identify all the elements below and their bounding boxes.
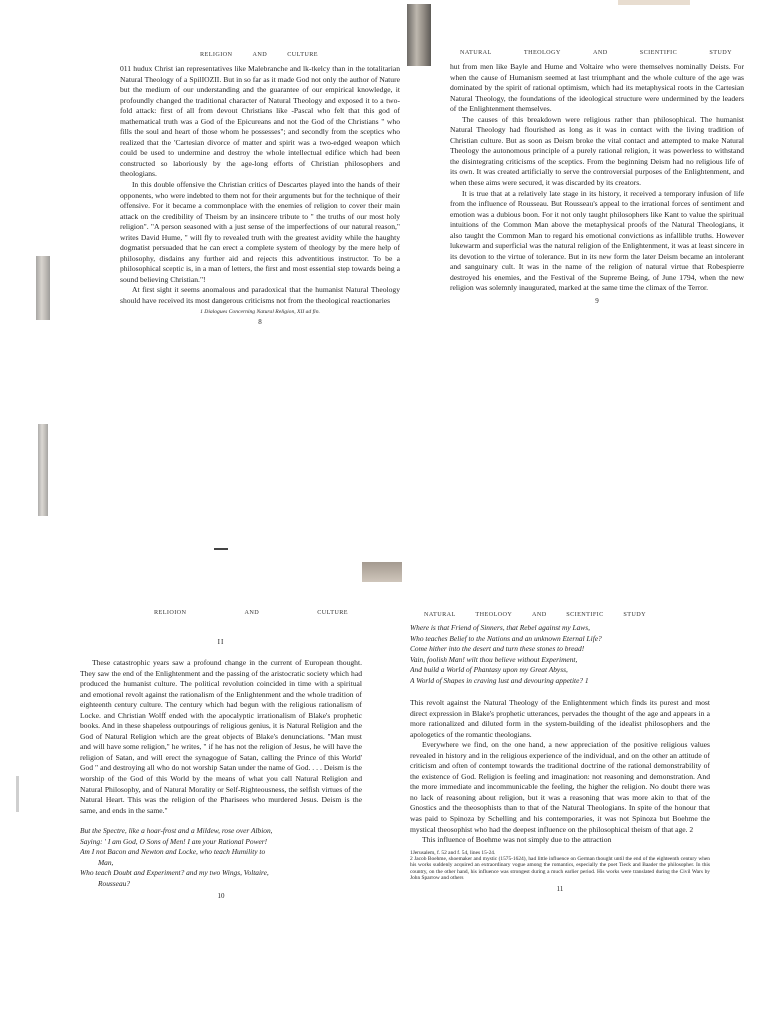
body-paragraph: 011 hudux Christ ian representatives like Malebranche and lk-tkelcy than in the totalitarian Natural Theology of a SpilIOZII. But in so far as it made God not only the author of Nature but the medium of our understanding and the guarantee of our empirical knowledge, it profoundly changed the traditional character of Natural Theology and exposed it to a two-fold attack: first of all from devout Christians like -Pascal who felt that this god of mathematical truth was a God of the Epicureans and not the God of the Christians " who fills the soul and heart of those whom he possesses"; and secondly from the sceptics who realized that the 'Cartesian divorce of matter and spirit was a two-edged weapon which could be used to undermine and destroy the whole intellectual edifice which had been constructed so laboriously by the age-long efforts of Christian philosophers and theologians.: [120, 64, 400, 179]
body-paragraph: At first sight it seems anomalous and paradoxical that the humanist Natural Theology should have received its most dangerous criticisms not from the theological reactionaries: [120, 285, 400, 306]
book-page-10: [80, 608, 362, 1024]
verse-quotation: [410, 623, 710, 686]
body-paragraph: hut from men like Bayle and Hume and Voltaire who were themselves nominally Deists. For when the cause of Humanism seemed at last triumphant and the whole culture of the age was dominated by the spirit of rational optimism, which had its metaphysical roots in the Cartesian Natural Theology, the foundations of the ideological structure were undermined by the leaders of the Enlightenment themselves.: [450, 62, 744, 114]
running-header: RELIOION AND CULTURE: [154, 609, 348, 616]
footnote: 2 Jacob Boehme, shoemaker and mystic (1575-1624), had little influence on German thought until the end of the eighteenth century when his works suddenly acquired an extraordinary vogue among the romantics, especially the poet Tieck and Baader the philosopher. In this country, on the other hand, his influence was strongest during a much earlier period. His works were translated during the Civil Wars by John Sparrow and others: [410, 856, 710, 882]
page-number: 8: [258, 317, 262, 326]
body-paragraph: This revolt against the Natural Theology of the Enlightenment which finds its purest and most direct expression in Blake's prophetic utterances, pervades the thought of the age and appears in a more rationalized and diluted form in the system-building of the idealist philosophers and the apologetics of the romantic theologians.: [410, 698, 710, 739]
scan-edge-artifact: [36, 256, 50, 320]
book-page-11: [410, 610, 710, 1024]
running-header: NATURAL THEOLOOY AND SCIENTIFIC STUDY: [424, 611, 646, 618]
verse-line: Who teach Doubt and Experiment? and my two Wings, Voltaire,: [80, 868, 269, 878]
verse-line: Man,: [98, 857, 114, 867]
verse-quotation: [80, 826, 362, 889]
verse-line: Come hither into the desert and turn these stones to bread!: [410, 644, 585, 653]
body-paragraph: Everywhere we find, on the one hand, a new appreciation of the positive religious values revealed in history and in the religious experience of the individual, and on the other an attitude of criticism and often of contempt towards the traditional doctrine of the rational demonstrability of the existence of God. Religion is feeling and imagination: not reasoning and demonstration. And the more immediate and incommunicable the feeling, the higher the religion. No doubt there was no lack of reasoning about religion, but it was a reasoning that was more akin to that of the Gnostics and the theosophists than to that of the Natural Theologians. In spite of the honour that was paid to Spinoza by Schelling and his contemporaries, it was not Spinoza but Boehme the mystical theosophist who had the deepest influence on the philosophical theism of that age. 2: [410, 740, 710, 834]
body-paragraph: The causes of this breakdown were religious rather than philosophical. The humanist Natural Theology had flourished as long as it was in contact with the living tradition of Christian culture. But as soon as Deism broke the vital contact and attempted to make Natural Theology the autonomous principle of a purely rational religion, it was powerless to withstand the disintegrating criticisms of the sceptics. From the beginning Deism had no religious life of its own. It was created artificially to serve the controversial purposes of the Enlightenment, and when these aims were secured, it was discarded by its creators.: [450, 114, 744, 188]
verse-line: Rousseau?: [98, 878, 131, 888]
scan-edge-artifact: [362, 562, 402, 582]
body-paragraph: In this double offensive the Christian critics of Descartes played into the hands of their opponents, who were indebted to them not for their arguments but for the technique of their offensive. For it became a commonplace with the enemies of religion to cover their main attack on the credibility of Theism by an insincere tribute to " the truths of our most holy religion". "A person seasoned with a just sense of the imperfections of our natural reason," writes David Hume, " will fly to revealed truth with the greatest avidity while the haughty dogmatist persuaded that he can erect a complete system of theology by the mere help of philosophy, disdains any further aid and rejects this adventitious instructor. To be a philosophical sceptic is, in a man of letters, the first and most essential step towards being a sound believing Christian."!: [120, 180, 400, 284]
scan-edge-artifact: [214, 548, 228, 550]
scan-edge-artifact: [407, 4, 431, 66]
verse-line: And build a World of Phantasy upon my Great Abyss,: [410, 665, 568, 674]
book-page-8: [120, 50, 400, 480]
verse-line: Vain, foolish Man! wilt thou believe without Experiment,: [410, 654, 578, 664]
verse-line: Who teaches Belief to the Nations and an unknown Eternal Life?: [410, 633, 602, 643]
running-header: RELIGION AND CULTURE: [200, 51, 318, 58]
body-paragraph: These catastrophic years saw a profound change in the current of European thought. They saw the end of the Enlightenment and the passing of the aristocratic society which had produced the humanist culture. The political revolution coincided in time with a spiritual and emotional revolt against the rationalism of the Enlightenment and the whole tradition of eighteenth century culture. The century which had begun with the religious rationalism of Locke. and Christian Wolff ended with the apocalyptic irrationalism of Blake's prophetic books. And in these shapeless outpourings of religious genius, it is Natural Religion and the God of Natural Religion which are the great objects of Blake's denunciations. "Man must and will have some religion," he writes, " if he has not the religion of Jesus, he will have the religion of Satan, and will erect the synagogue of Satan, calling the Prince of this World' God " and destroying all who do not worship Satan under the name of God. . . . Deism is the worship of the God of this World by the means of what you call Natural Religion and Natural Philosophy, and of Natural Morality or Self-Righteousness, the selfish virtues of the Natural Heart. This was the religion of the Pharisees who murdered Jesus. Deism is the same, and ends in the same.": [80, 658, 362, 815]
body-paragraph: This influence of Boehme was not simply due to the attraction: [422, 835, 612, 845]
book-page-9: [450, 48, 744, 468]
scan-edge-artifact: [16, 776, 19, 812]
page-number: 9: [595, 297, 599, 306]
running-header: NATURAL THEOLOGY AND SCIENTIFIC STUDY: [460, 49, 732, 56]
scan-edge-artifact: [618, 0, 690, 5]
body-paragraph: It is true that at a relatively late stage in its history, it received a temporary infusion of life from the influence of Rousseau. But Rousseau's appeal to the irrational forces of sentiment and emotion was a dubious boon. For it not only taught philosophers like Kant to value the spiritual intuitions of the Common Man above the metaphysical proofs of the Natural Theologians, it also taught the Common Man to regard his emotional convictions as infallible truths. However lukewarm and superficial was the natural religion of the Enlightenment, it was at least sincere in its devotion to the virtue of tolerance. But in its new form the later Deism became an intolerant and sanguinary cult. It was in the name of the religion of natural virtue that Robespierre destroyed his enemies, and the Festival of the Supreme Being, of June 1794, when the new religion was solemnly inaugurated, marked at the same time the climax of the Terror.: [450, 188, 744, 293]
footnote: 1 Dialogues Concerning Natural Religion, XII ad fin.: [200, 308, 320, 315]
page-number: 10: [217, 892, 225, 901]
verse-line: But the Spectre, like a hoar-frost and a Mildew, rose over Albion,: [80, 826, 273, 836]
footnote: 1Jerusalem, f. 52 and f. 54, lines 15-24.: [410, 849, 496, 856]
verse-line: A World of Shapes in craving lust and devouring appetite? 1: [410, 675, 589, 685]
verse-line: Am I not Bacon and Newton and Locke, who teach Humility to: [80, 847, 266, 857]
scan-edge-artifact: [38, 424, 48, 516]
footnotes: [410, 850, 710, 882]
verse-line: Where is that Friend of Sinners, that Rebel against my Laws,: [410, 623, 590, 632]
verse-line: Saying: ' I am God, O Sons of Men! I am your Rational Power!: [80, 836, 268, 846]
page-number: 11: [556, 884, 564, 893]
section-number: II: [217, 638, 225, 646]
